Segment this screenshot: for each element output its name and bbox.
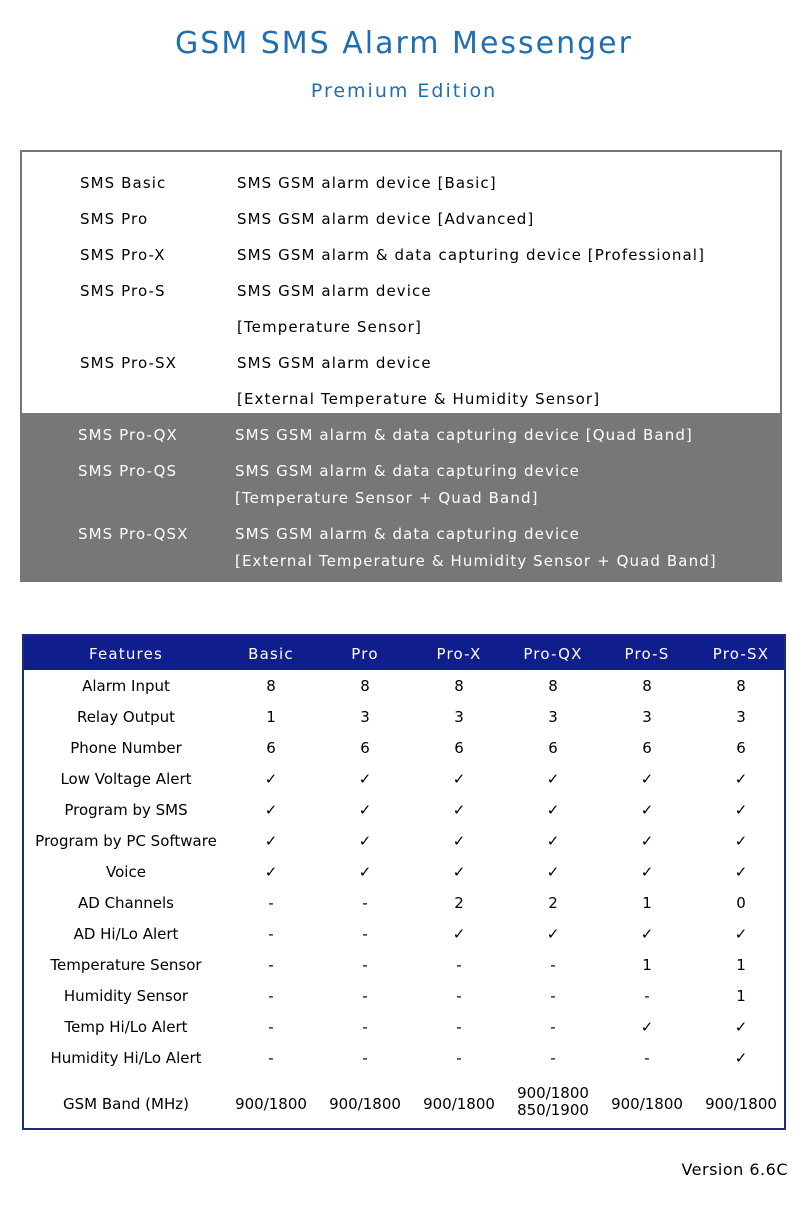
table-cell: ✓: [546, 832, 560, 850]
table-cell: -: [268, 1049, 274, 1067]
table-row: [24, 1017, 784, 1048]
band-line-2: 850/1900: [517, 1101, 589, 1119]
table-cell: 900/1800: [423, 1095, 495, 1113]
table-cell: -: [644, 987, 650, 1005]
table-cell: -: [362, 894, 368, 912]
model-description-line2: [Temperature Sensor]: [237, 318, 422, 336]
document-subtitle: Premium Edition: [310, 80, 498, 102]
table-cell: 1: [736, 956, 746, 974]
table-cell: 1: [642, 894, 652, 912]
feature-table: [22, 634, 786, 1130]
column-header-pro-x: Pro-X: [436, 645, 482, 663]
table-cell: ✓: [640, 770, 654, 788]
model-description: SMS GSM alarm device [Basic]: [237, 174, 497, 192]
table-row: [24, 893, 784, 924]
table-cell: ✓: [640, 801, 654, 819]
table-cell: 8: [642, 677, 652, 695]
table-cell: 3: [642, 708, 652, 726]
table-cell: ✓: [264, 801, 278, 819]
table-cell: ✓: [358, 770, 372, 788]
table-cell: -: [550, 1049, 556, 1067]
model-name: SMS Pro-X: [80, 246, 166, 264]
table-cell: ✓: [264, 770, 278, 788]
quad-band-models: [20, 413, 782, 582]
feature-label: Temperature Sensor: [50, 956, 202, 974]
feature-label: Phone Number: [70, 739, 182, 757]
table-cell: 8: [266, 677, 276, 695]
table-cell: -: [268, 956, 274, 974]
table-row: [24, 800, 784, 831]
table-cell: -: [644, 1049, 650, 1067]
table-cell: 8: [454, 677, 464, 695]
model-list: [20, 150, 782, 580]
model-description: SMS GSM alarm & data capturing device: [235, 525, 580, 543]
table-cell: -: [456, 1018, 462, 1036]
table-cell: 8: [360, 677, 370, 695]
table-cell: -: [268, 894, 274, 912]
table-cell: 6: [454, 739, 464, 757]
column-header-pro-sx: Pro-SX: [712, 645, 770, 663]
model-name: SMS Pro: [80, 210, 149, 228]
table-cell: 900/1800: [329, 1095, 401, 1113]
table-row: [24, 955, 784, 986]
table-cell: [506, 1085, 600, 1119]
table-cell: 900/1800: [235, 1095, 307, 1113]
column-header-pro-qx: Pro-QX: [523, 645, 583, 663]
table-cell: 900/1800: [611, 1095, 683, 1113]
feature-label: Humidity Hi/Lo Alert: [50, 1049, 202, 1067]
table-cell: ✓: [358, 801, 372, 819]
model-name: SMS Pro-QS: [78, 462, 178, 480]
table-cell: 2: [548, 894, 558, 912]
model-description: SMS GSM alarm device: [237, 354, 432, 372]
table-cell: 3: [736, 708, 746, 726]
model-name: SMS Pro-S: [80, 282, 166, 300]
table-header: [24, 636, 784, 672]
table-cell: -: [550, 987, 556, 1005]
table-cell: 1: [266, 708, 276, 726]
table-cell: ✓: [264, 832, 278, 850]
band-line-1: 900/1800: [517, 1084, 589, 1102]
table-cell: 900/1800: [705, 1095, 777, 1113]
table-row: [24, 769, 784, 800]
feature-label: Voice: [106, 863, 146, 881]
table-cell: -: [362, 1018, 368, 1036]
table-cell: -: [362, 987, 368, 1005]
table-cell: ✓: [734, 770, 748, 788]
table-cell: ✓: [734, 1018, 748, 1036]
table-cell: -: [362, 925, 368, 943]
table-cell: ✓: [452, 770, 466, 788]
column-header-basic: Basic: [248, 645, 294, 663]
table-cell: ✓: [734, 863, 748, 881]
table-cell: 8: [736, 677, 746, 695]
table-cell: ✓: [734, 832, 748, 850]
feature-label: Low Voltage Alert: [60, 770, 192, 788]
table-row: [24, 1048, 784, 1079]
model-description-line2: [External Temperature & Humidity Sensor + Quad Band]: [235, 552, 717, 570]
feature-label: Program by SMS: [64, 801, 188, 819]
feature-label: AD Hi/Lo Alert: [73, 925, 179, 943]
table-cell: 3: [454, 708, 464, 726]
feature-label: AD Channels: [78, 894, 174, 912]
table-cell: -: [456, 987, 462, 1005]
table-cell: ✓: [640, 832, 654, 850]
table-cell: ✓: [734, 1049, 748, 1067]
table-row-gsm-band: [24, 1084, 784, 1124]
model-name: SMS Pro-QX: [78, 426, 178, 444]
table-cell: ✓: [546, 863, 560, 881]
feature-label: Temp Hi/Lo Alert: [64, 1018, 188, 1036]
version-label: Version 6.6C: [681, 1160, 788, 1179]
table-cell: -: [550, 956, 556, 974]
model-name: SMS Pro-QSX: [78, 525, 189, 543]
table-cell: -: [268, 925, 274, 943]
table-cell: ✓: [546, 925, 560, 943]
table-cell: ✓: [452, 832, 466, 850]
table-cell: ✓: [452, 925, 466, 943]
table-cell: ✓: [734, 925, 748, 943]
model-description-line2: [Temperature Sensor + Quad Band]: [235, 489, 539, 507]
table-row: [24, 676, 784, 707]
column-header-features: Features: [88, 645, 164, 663]
table-cell: -: [268, 987, 274, 1005]
table-cell: -: [456, 956, 462, 974]
table-row: [24, 738, 784, 769]
table-cell: 2: [454, 894, 464, 912]
model-name: SMS Pro-SX: [80, 354, 178, 372]
table-cell: -: [362, 1049, 368, 1067]
table-cell: 6: [642, 739, 652, 757]
column-header-pro: Pro: [351, 645, 379, 663]
table-cell: -: [456, 1049, 462, 1067]
table-cell: ✓: [264, 863, 278, 881]
table-cell: ✓: [546, 770, 560, 788]
table-cell: -: [268, 1018, 274, 1036]
table-row: [24, 862, 784, 893]
table-cell: 0: [736, 894, 746, 912]
table-row: [24, 707, 784, 738]
table-cell: -: [550, 1018, 556, 1036]
table-row: [24, 831, 784, 862]
table-cell: ✓: [734, 801, 748, 819]
table-cell: 6: [548, 739, 558, 757]
table-cell: ✓: [640, 863, 654, 881]
table-cell: -: [362, 956, 368, 974]
feature-label: GSM Band (MHz): [63, 1095, 189, 1113]
table-cell: 8: [548, 677, 558, 695]
document-title: GSM SMS Alarm Messenger: [175, 26, 633, 61]
table-cell: 6: [736, 739, 746, 757]
model-description-line2: [External Temperature & Humidity Sensor]: [237, 390, 601, 408]
table-cell: ✓: [640, 925, 654, 943]
table-cell: 3: [548, 708, 558, 726]
column-header-pro-s: Pro-S: [624, 645, 670, 663]
table-cell: ✓: [640, 1018, 654, 1036]
model-name: SMS Basic: [80, 174, 167, 192]
feature-label: Alarm Input: [82, 677, 170, 695]
table-cell: ✓: [452, 801, 466, 819]
table-cell: 1: [642, 956, 652, 974]
table-row: [24, 924, 784, 955]
model-description: SMS GSM alarm & data capturing device [Professional]: [237, 246, 706, 264]
table-cell: 6: [360, 739, 370, 757]
table-cell: 6: [266, 739, 276, 757]
table-cell: ✓: [452, 863, 466, 881]
table-cell: 3: [360, 708, 370, 726]
model-description: SMS GSM alarm device: [237, 282, 432, 300]
table-cell: ✓: [546, 801, 560, 819]
table-row: [24, 986, 784, 1017]
model-description: SMS GSM alarm device [Advanced]: [237, 210, 535, 228]
model-description: SMS GSM alarm & data capturing device [Quad Band]: [235, 426, 693, 444]
feature-label: Relay Output: [76, 708, 176, 726]
model-description: SMS GSM alarm & data capturing device: [235, 462, 580, 480]
feature-label: Program by PC Software: [35, 832, 217, 850]
table-cell: ✓: [358, 863, 372, 881]
feature-label: Humidity Sensor: [63, 987, 189, 1005]
table-cell: 1: [736, 987, 746, 1005]
table-cell: ✓: [358, 832, 372, 850]
